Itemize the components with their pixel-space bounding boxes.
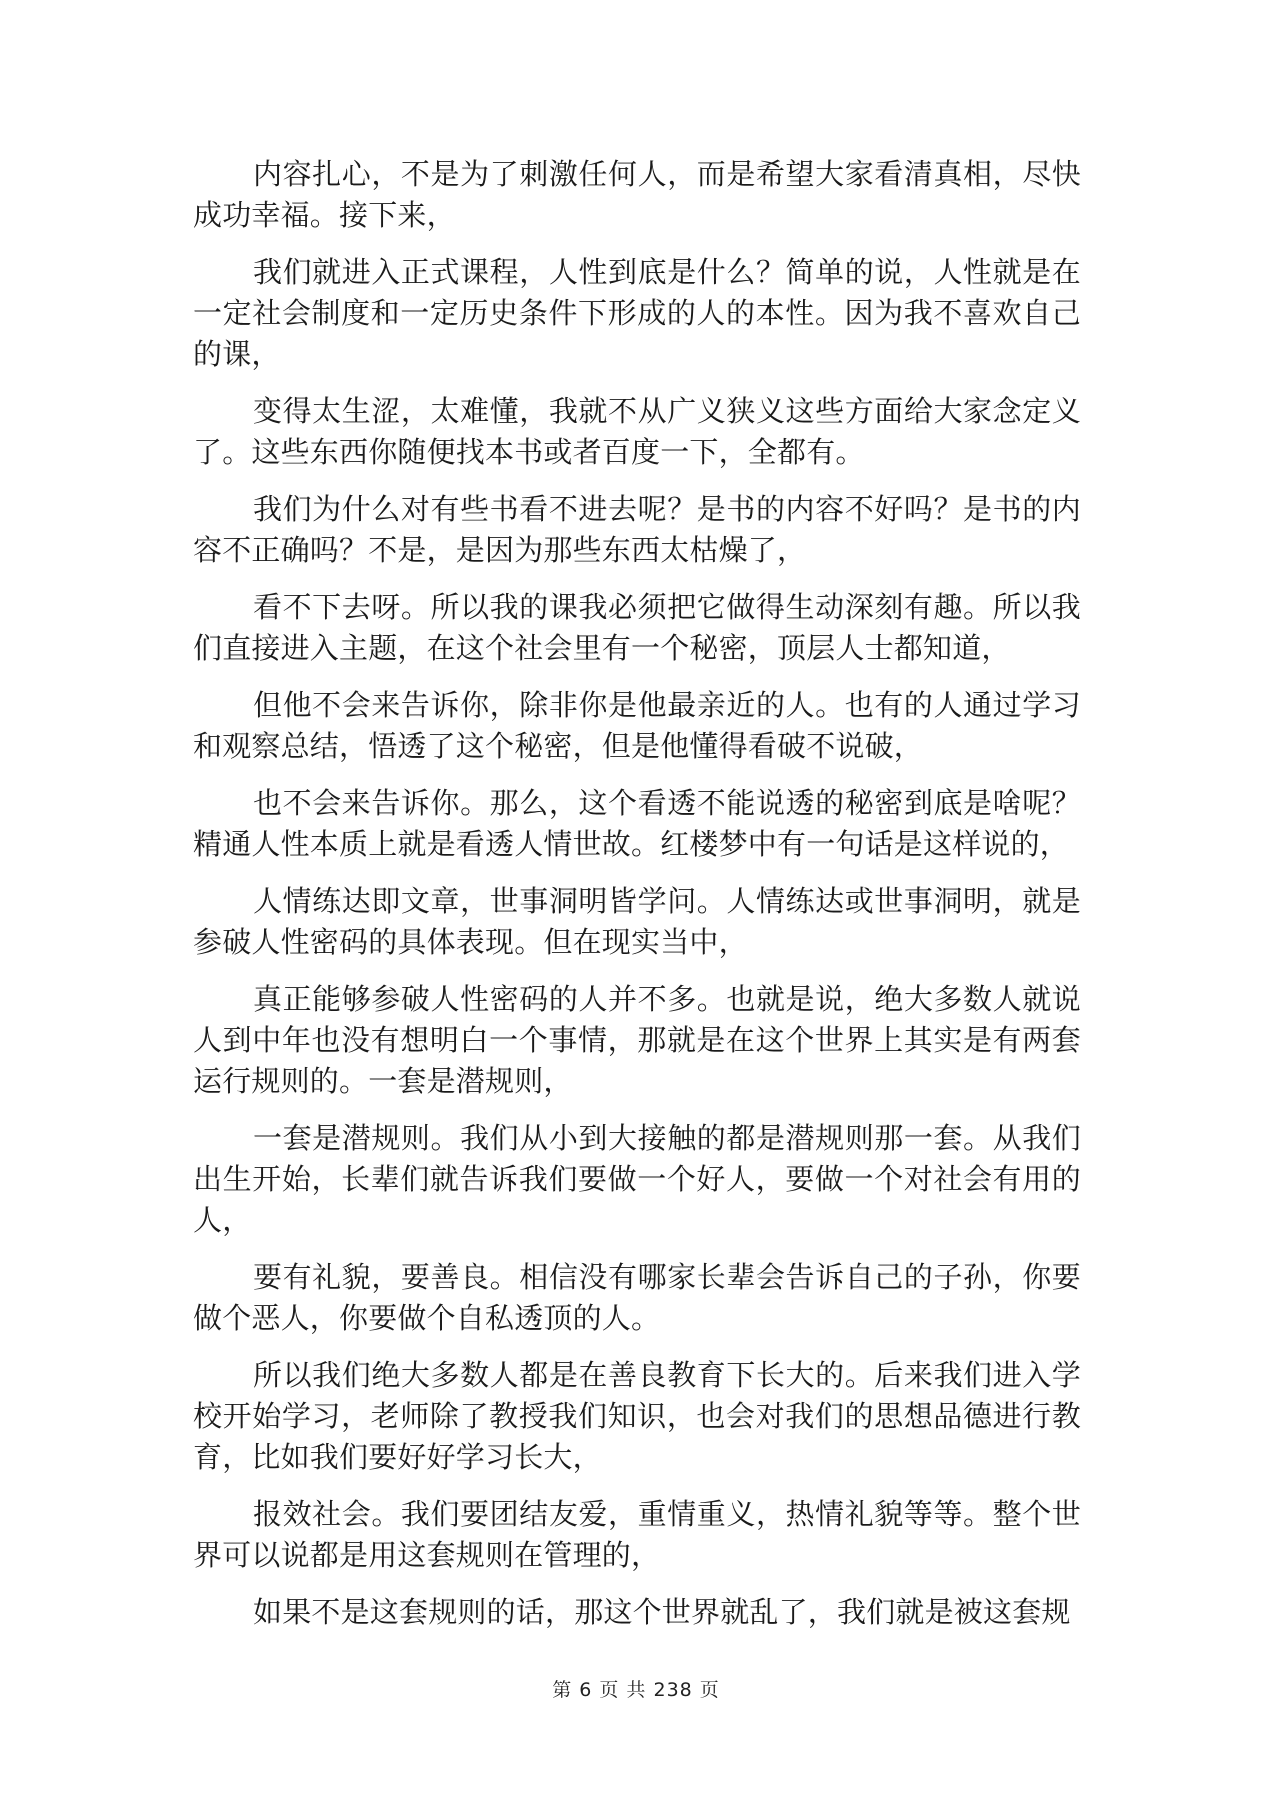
- paragraph: 看不下去呀。所以我的课我必须把它做得生动深刻有趣。所以我们直接进入主题，在这个社会里有一个秘密，顶层人士都知道，: [193, 590, 1081, 665]
- footer-middle: 页 共: [599, 1679, 647, 1701]
- page-footer: [0, 1678, 1272, 1702]
- page-body: [193, 154, 1081, 1649]
- paragraph: 所以我们绝大多数人都是在善良教育下长大的。后来我们进入学校开始学习，老师除了教授我们知识，也会对我们的思想品德进行教育，比如我们要好好学习长大，: [193, 1358, 1081, 1474]
- paragraph: 我们就进入正式课程，人性到底是什么？简单的说，人性就是在一定社会制度和一定历史条件下形成的人的本性。因为我不喜欢自己的课，: [193, 255, 1081, 371]
- paragraph: 要有礼貌，要善良。相信没有哪家长辈会告诉自己的子孙，你要做个恶人，你要做个自私透顶的人。: [193, 1260, 1081, 1335]
- paragraph: 但他不会来告诉你，除非你是他最亲近的人。也有的人通过学习和观察总结，悟透了这个秘密，但是他懂得看破不说破，: [193, 688, 1081, 763]
- paragraph: 也不会来告诉你。那么，这个看透不能说透的秘密到底是啥呢？精通人性本质上就是看透人情世故。红楼梦中有一句话是这样说的，: [193, 786, 1081, 861]
- paragraph: 真正能够参破人性密码的人并不多。也就是说，绝大多数人就说人到中年也没有想明白一个事情，那就是在这个世界上其实是有两套运行规则的。一套是潜规则，: [193, 982, 1081, 1098]
- paragraph: 内容扎心，不是为了刺激任何人，而是希望大家看清真相，尽快成功幸福。接下来，: [193, 157, 1081, 232]
- paragraph: 我们为什么对有些书看不进去呢？是书的内容不好吗？是书的内容不正确吗？不是，是因为那些东西太枯燥了，: [193, 492, 1081, 567]
- paragraph: 人情练达即文章，世事洞明皆学问。人情练达或世事洞明，就是参破人性密码的具体表现。但在现实当中，: [193, 884, 1081, 959]
- paragraph: 变得太生涩，太难懂，我就不从广义狭义这些方面给大家念定义了。这些东西你随便找本书或者百度一下，全都有。: [193, 394, 1081, 469]
- paragraph: 一套是潜规则。我们从小到大接触的都是潜规则那一套。从我们出生开始，长辈们就告诉我们要做一个好人，要做一个对社会有用的人，: [193, 1121, 1081, 1237]
- current-page-number: 6: [579, 1679, 593, 1701]
- paragraph: 如果不是这套规则的话，那这个世界就乱了，我们就是被这套规: [253, 1595, 1071, 1629]
- footer-suffix: 页: [699, 1679, 720, 1701]
- paragraph: 报效社会。我们要团结友爱，重情重义，热情礼貌等等。整个世界可以说都是用这套规则在管理的，: [193, 1497, 1081, 1572]
- footer-prefix: 第: [552, 1679, 573, 1701]
- total-page-count: 238: [653, 1679, 693, 1701]
